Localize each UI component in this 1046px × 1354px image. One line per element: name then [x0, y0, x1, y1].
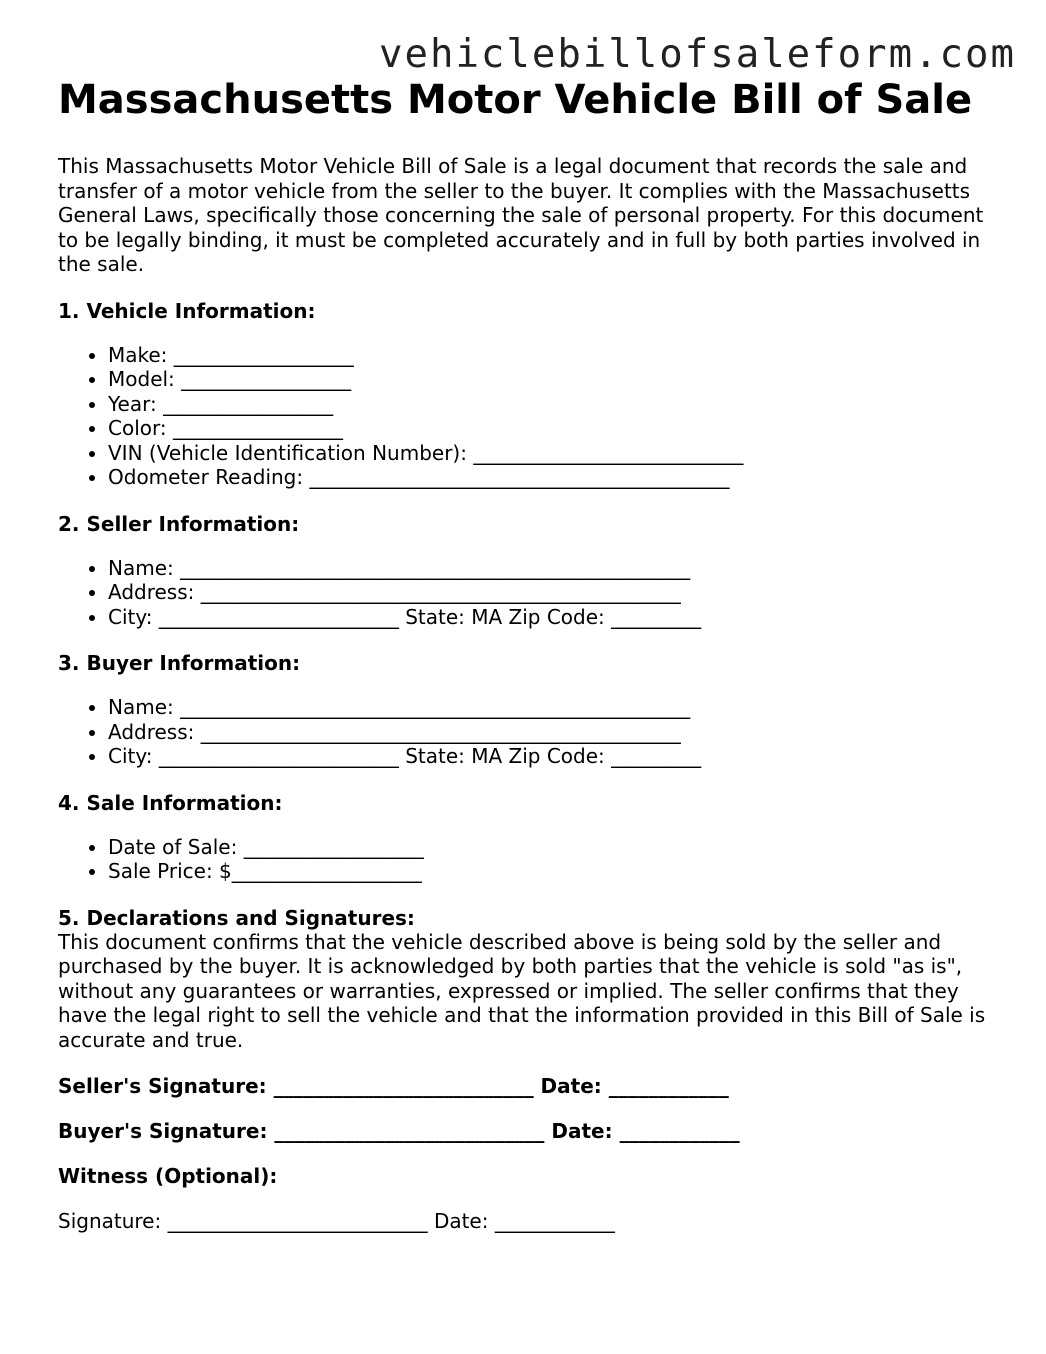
buyer-signature-line[interactable]: Buyer's Signature: ___________________________ Date: ____________ [58, 1119, 740, 1143]
field-color[interactable]: • Color: _________________ [108, 416, 998, 441]
section-heading-vehicle: 1. Vehicle Information: [58, 298, 316, 323]
field-make[interactable]: • Make: __________________ [108, 343, 998, 368]
document-page [58, 76, 998, 1233]
field-year[interactable]: • Year: _________________ [108, 392, 998, 417]
field-odometer[interactable]: • Odometer Reading: __________________________________________ [108, 465, 998, 490]
seller-signature-line[interactable]: Seller's Signature: __________________________ Date: ____________ [58, 1074, 729, 1098]
field-seller-city[interactable]: • City: ________________________ State: MA Zip Code: _________ [108, 605, 998, 630]
field-sale-price[interactable]: • Sale Price: $___________________ [108, 859, 998, 884]
field-seller-address[interactable]: • Address: ________________________________________________ [108, 580, 998, 605]
declarations-paragraph: This document confirms that the vehicle described above is being sold by the seller and purchased by the buyer. It is acknowledged by both parties that the vehicle is sold "as is", without any guarantees or warranties, expressed or implied. The seller confirms that they have the legal right to sell the vehicle and that the information provided in this Bill of Sale is accurate and true. [58, 929, 986, 1052]
sale-info-list [58, 835, 998, 884]
vehicle-info-list [58, 343, 998, 490]
watermark: vehiclebillofsaleform.com [379, 32, 1016, 77]
field-date-of-sale[interactable]: • Date of Sale: __________________ [108, 835, 998, 860]
field-buyer-city[interactable]: • City: ________________________ State: MA Zip Code: _________ [108, 744, 998, 769]
section-heading-declarations: 5. Declarations and Signatures: [58, 905, 415, 930]
section-heading-sale: 4. Sale Information: [58, 790, 283, 815]
witness-heading: Witness (Optional): [58, 1164, 278, 1188]
buyer-info-list [58, 695, 998, 769]
field-vin[interactable]: • VIN (Vehicle Identification Number): ___________________________ [108, 441, 998, 466]
intro-paragraph: This Massachusetts Motor Vehicle Bill of Sale is a legal document that records the sale and transfer of a motor vehicle from the seller to the buyer. It complies with the Massachusetts General Laws, specifically those concerning the sale of personal property. For this document to be legally binding, it must be completed accurately and in full by both parties involved in the sale. [58, 154, 984, 276]
page-title: Massachusetts Motor Vehicle Bill of Sale [58, 77, 973, 123]
field-buyer-name[interactable]: • Name: ___________________________________________________ [108, 695, 998, 720]
witness-signature-line[interactable]: Signature: __________________________ Date: ____________ [58, 1209, 615, 1233]
section-heading-buyer: 3. Buyer Information: [58, 651, 301, 675]
field-seller-name[interactable]: • Name: ___________________________________________________ [108, 556, 998, 581]
seller-info-list [58, 556, 998, 630]
field-buyer-address[interactable]: • Address: ________________________________________________ [108, 720, 998, 745]
section-heading-seller: 2. Seller Information: [58, 511, 300, 536]
field-model[interactable]: • Model: _________________ [108, 367, 998, 392]
